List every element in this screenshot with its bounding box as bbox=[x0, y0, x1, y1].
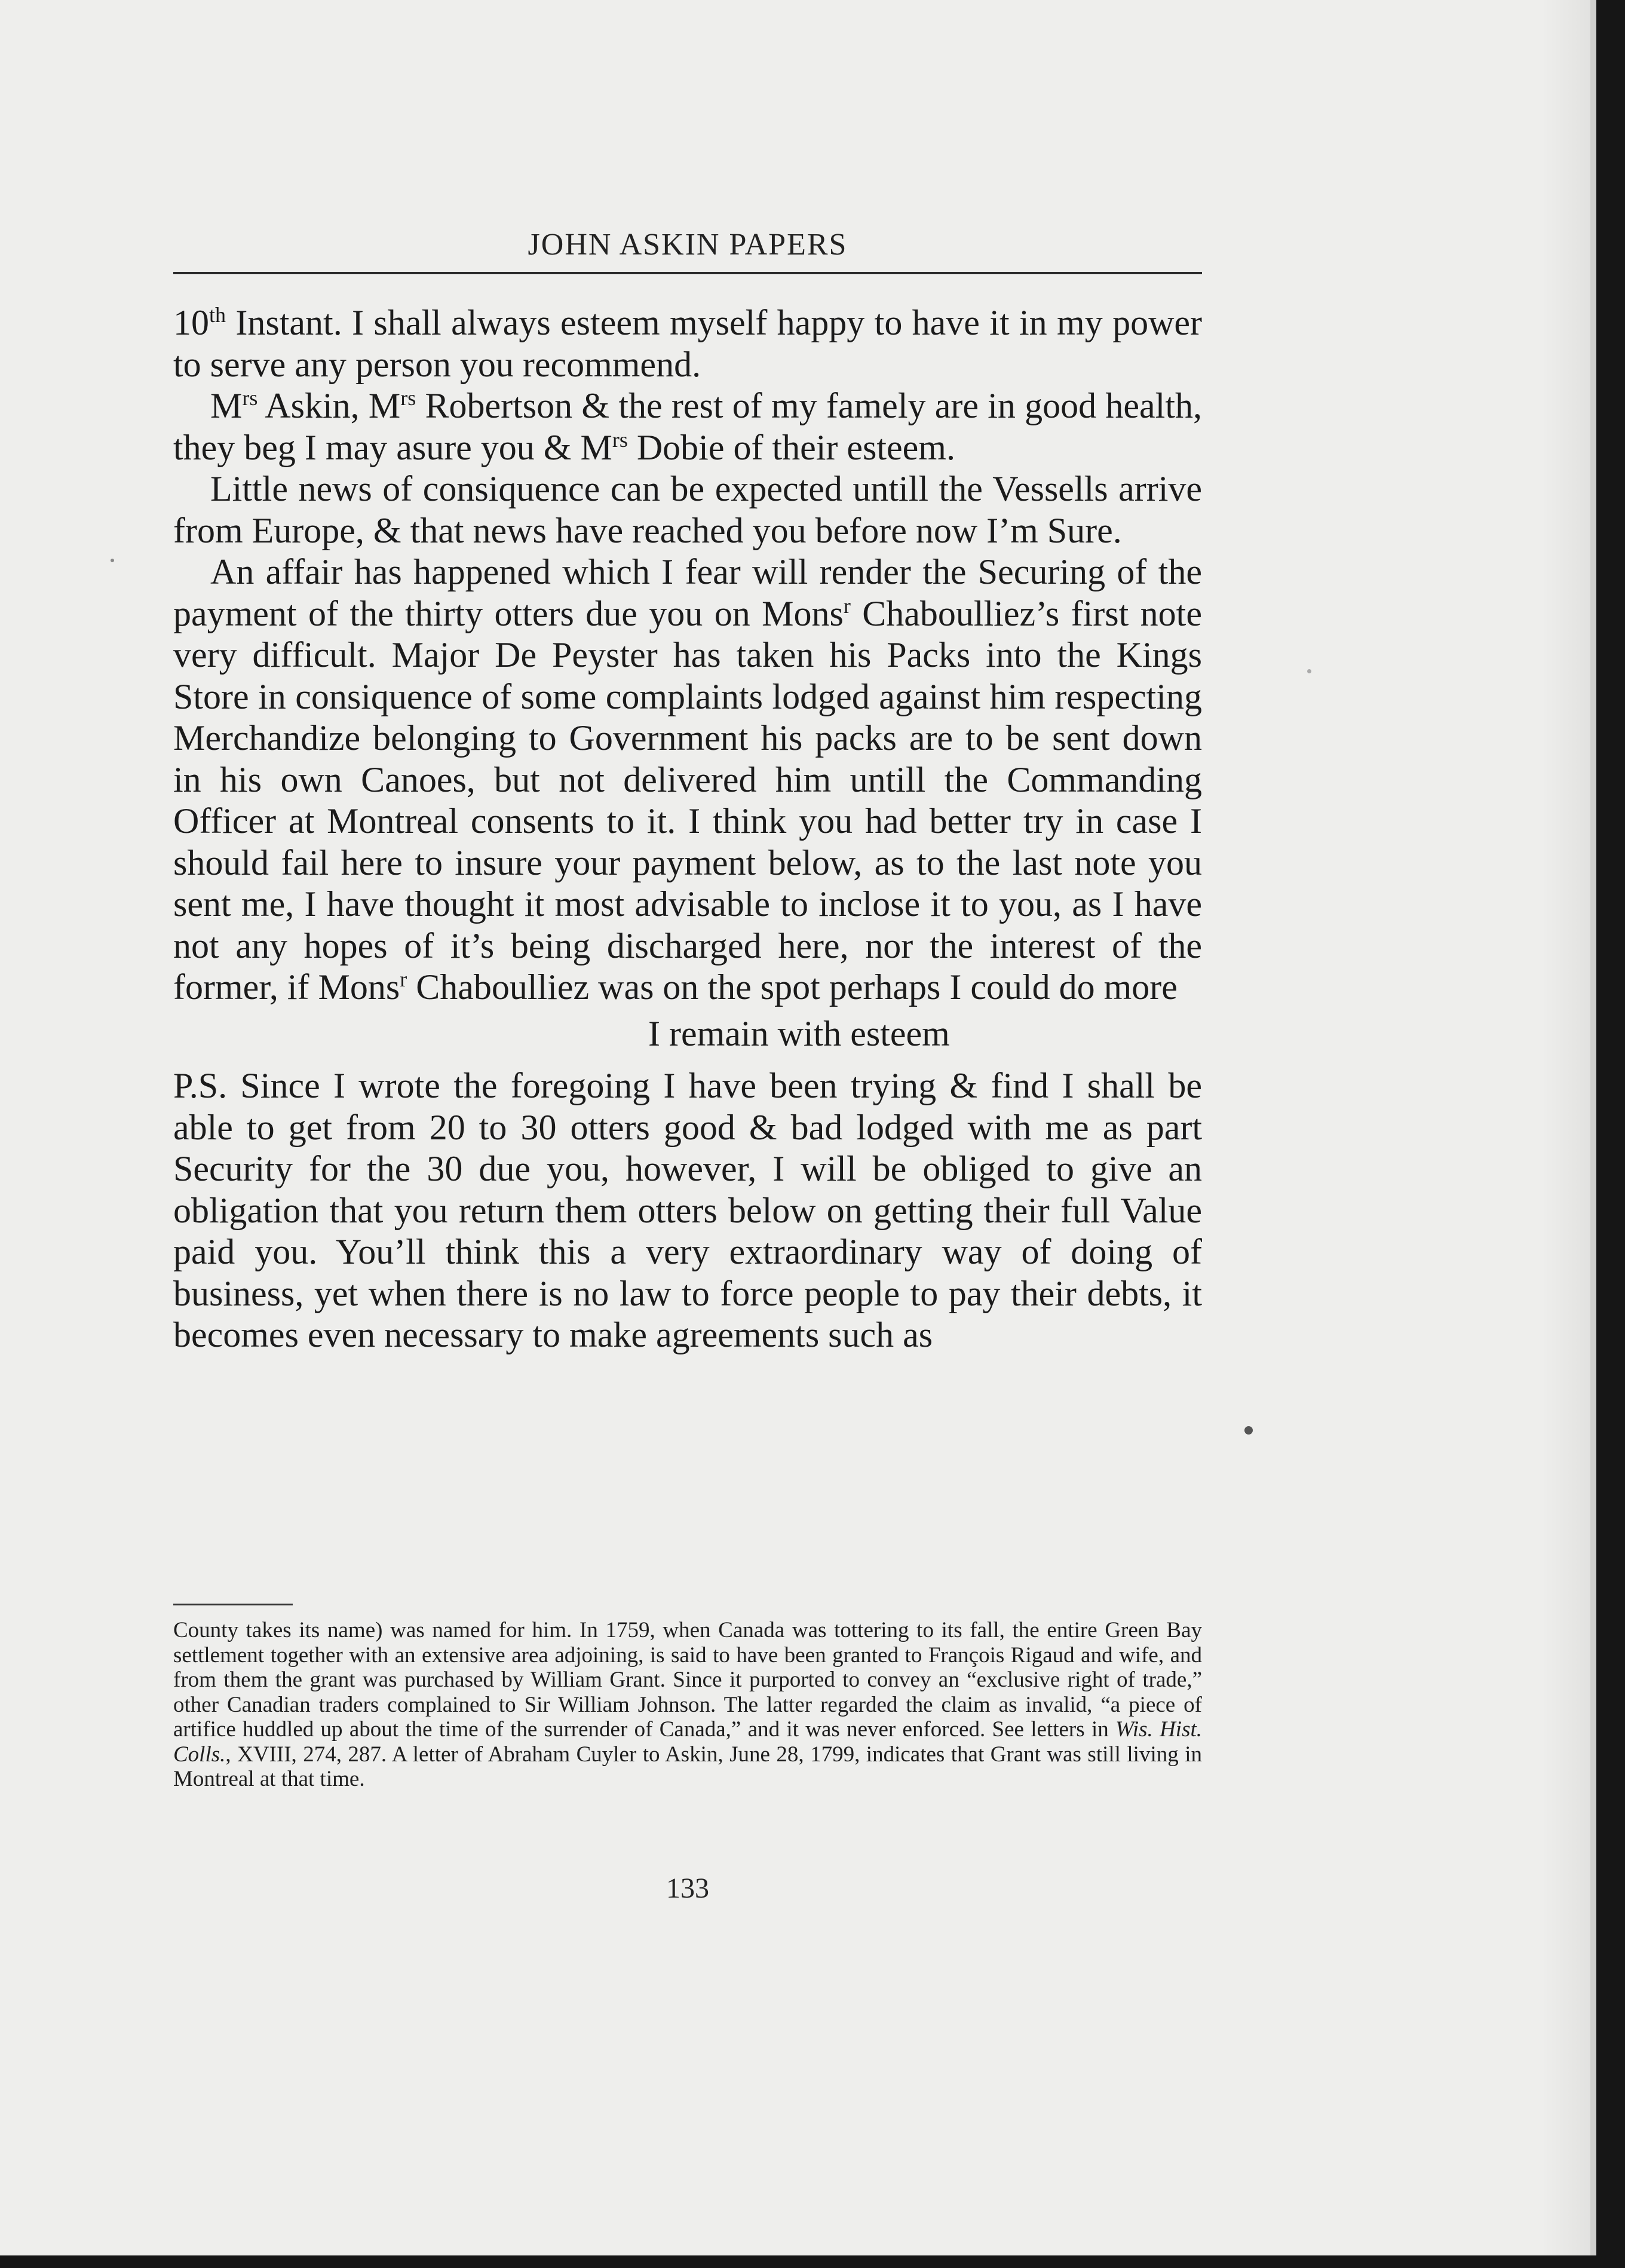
closing-line: I remain with esteem bbox=[648, 1013, 950, 1053]
postscript: P.S. Since I wrote the foregoing I have been trying & find I shall be able to get from 20 to 30 otters good & bad lodged with me as part Security for the 30 due you, however, I will be obliged to give an obligation that you return them otters below on getting their full Value paid you. You’ll think this a very extraordinary way of doing of business, yet when there is no law to force people to pay their debts, it becomes even necessary to make agreements such as bbox=[173, 1066, 1202, 1354]
paragraph-text: M bbox=[210, 386, 243, 425]
footnote-rule bbox=[173, 1604, 293, 1605]
page-number: 133 bbox=[666, 1872, 709, 1904]
paragraph-text: Askin, M bbox=[257, 386, 401, 425]
ink-speck bbox=[1244, 1426, 1253, 1435]
footnote-text-part: County takes its name) was named for him. In 1759, when Canada was tottering to its fall, the entire Green Bay settlement together with an extensive area adjoining, is said to have been granted to François Rigaud and wife, and from them the grant was purchased by William Grant. Since it purported to convey an “exclusive right of trade,” other Canadian traders complained to Sir William Johnson. The latter regarded the claim as invalid, “a piece of artifice huddled up about the time of the surrender of Canada,” and it was never enforced. See letters in bbox=[173, 1618, 1202, 1742]
paragraph-2 bbox=[173, 385, 1202, 468]
ink-speck bbox=[1307, 669, 1311, 673]
footnote bbox=[173, 1618, 1202, 1792]
citation: Wis. Hist. Colls. bbox=[173, 1717, 1203, 1767]
paragraph-1 bbox=[173, 302, 1202, 385]
paragraph-3: Little news of consiquence can be expected untill the Vessells arrive from Europe, & that news have reached you before now I’m Sure. bbox=[173, 469, 1202, 550]
paragraph-text: Chaboulliez was on the spot perhaps I could do more bbox=[407, 967, 1178, 1007]
paragraph-text: Chaboulliez’s first note very difficult. Major De Peyster has taken his Packs into the Kings Store in consiquence of some complaints lodged against him respecting Merchandize belonging to Government his packs are to be sent down in his own Canoes, but not delivered him untill the Commanding Officer at Montreal consents to it. I think you had better try in case I should fail here to insure your payment below, as to the last note you sent me, I have thought it most advisable to inclose it to you, as I have not any hopes of it’s being discharged here, nor the interest of the former, if Mons bbox=[173, 593, 1202, 1007]
paragraph-4 bbox=[173, 551, 1202, 1009]
superscript: r bbox=[843, 593, 851, 618]
paragraph-text: Robertson & the rest of my famely are in good health, they beg I may asure you & M bbox=[173, 386, 1202, 467]
superscript: th bbox=[209, 303, 226, 327]
superscript: rs bbox=[242, 386, 258, 410]
header-rule bbox=[173, 272, 1202, 274]
running-header: JOHN ASKIN PAPERS bbox=[528, 228, 848, 262]
date-number: 10 bbox=[173, 303, 209, 342]
paragraph-text: Instant. I shall always esteem myself happy to have it in my power to serve any person you recommend. bbox=[173, 303, 1203, 384]
footnote-text bbox=[173, 1618, 1202, 1792]
superscript: r bbox=[400, 967, 407, 991]
paragraph-text: An affair has happened which I fear will render the Securing of the payment of the thirty otters due you on Mons bbox=[173, 552, 1202, 633]
letter-body bbox=[173, 302, 1202, 1356]
superscript: rs bbox=[400, 386, 416, 410]
paragraph-text: Dobie of their esteem. bbox=[627, 427, 955, 467]
page-shading bbox=[1541, 0, 1590, 2255]
footnote-text-part: , XVIII, 274, 287. A letter of Abraham Cuyler to Askin, June 28, 1799, indicates that Grant was still living in Montreal at that time. bbox=[173, 1742, 1202, 1791]
superscript: rs bbox=[612, 427, 628, 452]
ink-speck bbox=[111, 559, 114, 562]
